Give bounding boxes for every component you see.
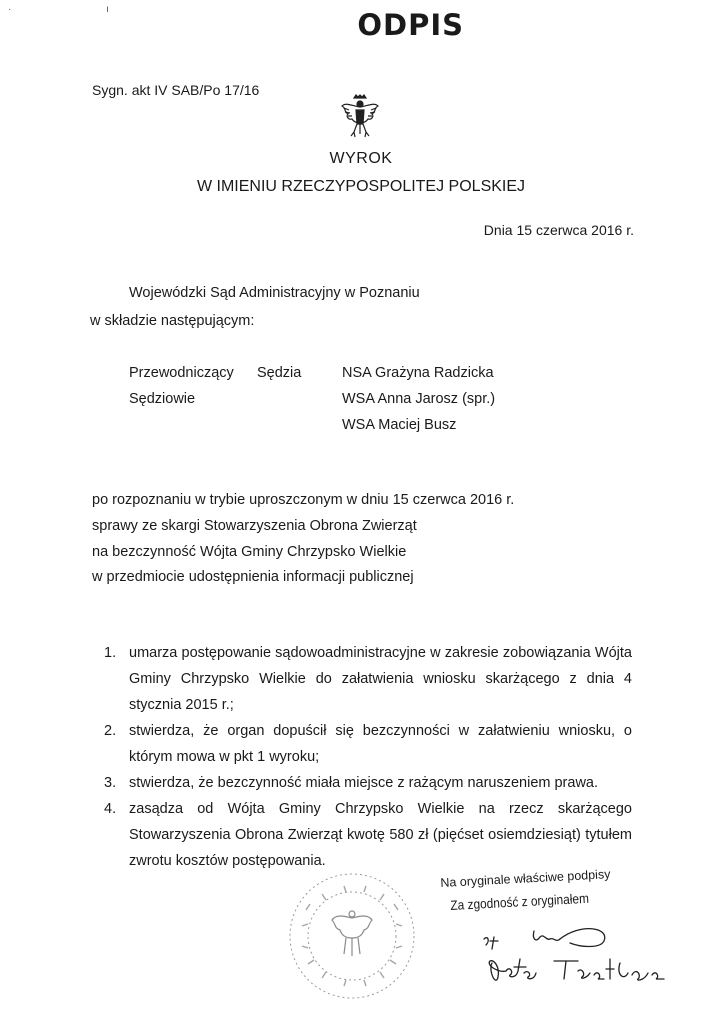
- rulings-list: [104, 640, 632, 874]
- preamble-line: sprawy ze skargi Stowarzyszenia Obrona Zwierząt: [92, 518, 417, 534]
- ruling-number: 4.: [104, 801, 117, 817]
- judgment-heading: WYROK: [329, 150, 393, 167]
- judges-role: Sędziowie: [129, 391, 196, 407]
- ruling-number: 1.: [104, 645, 117, 661]
- judgment-date: Dnia 15 czerwca 2016 r.: [483, 222, 634, 238]
- handwritten-signature: [470, 915, 690, 1015]
- ruling-number: 2.: [104, 723, 117, 739]
- conformity-note: Za zgodność z oryginałem: [450, 890, 590, 913]
- polish-eagle-icon: [340, 94, 380, 140]
- ruling-text: umarza postępowanie sądowoadministracyjne w zakresie zobowiązania Wójta Gminy Chrzypsko Wielkie do załatwienia wniosku skarżącego z dnia 4 stycznia 2015 r.;: [129, 645, 632, 713]
- ruling-text: zasądza od Wójta Gminy Chrzypsko Wielkie na rzecz skarżącego Stowarzyszenia Obrona Zwierząt kwotę 580 zł (pięćset osiemdziesiąt) tytułem zwrotu kosztów postępowania.: [129, 801, 632, 869]
- judgment-subheading: W IMIENIU RZECZYPOSPOLITEJ POLSKIEJ: [196, 178, 526, 195]
- ruling-text: stwierdza, że organ dopuścił się bezczynności w załatwieniu wniosku, o którym mowa w pkt 1 wyroku;: [129, 723, 632, 765]
- court-composition: w składzie następującym:: [90, 313, 255, 329]
- judge-name: WSA Maciej Busz: [342, 417, 457, 433]
- court-name: Wojewódzki Sąd Administracyjny w Poznaniu: [129, 285, 420, 301]
- ruling-item: [104, 796, 632, 874]
- presiding-role: Przewodniczący: [129, 365, 234, 381]
- certification-note: Na oryginale właściwe podpisy: [440, 867, 611, 890]
- case-signature: Sygn. akt IV SAB/Po 17/16: [92, 82, 260, 98]
- ruling-number: 3.: [104, 775, 117, 791]
- presiding-title: Sędzia: [257, 365, 302, 381]
- preamble-line: po rozpoznaniu w trybie uproszczonym w dniu 15 czerwca 2016 r.: [92, 492, 515, 508]
- preamble-line: na bezczynność Wójta Gminy Chrzypsko Wielkie: [92, 544, 407, 560]
- ruling-item: [104, 640, 632, 718]
- ruling-item: [104, 718, 632, 770]
- ruling-text: stwierdza, że bezczynność miała miejsce z rażącym naruszeniem prawa.: [129, 775, 599, 791]
- presiding-judge-name: NSA Grażyna Radzicka: [342, 365, 494, 381]
- judge-name: WSA Anna Jarosz (spr.): [342, 391, 496, 407]
- preamble-line: w przedmiocie udostępnienia informacji publicznej: [92, 569, 414, 585]
- scan-marks: · ı: [8, 4, 155, 15]
- document-title: ODPIS: [357, 8, 464, 42]
- court-seal-stamp: [286, 870, 418, 1002]
- ruling-item: [104, 770, 632, 796]
